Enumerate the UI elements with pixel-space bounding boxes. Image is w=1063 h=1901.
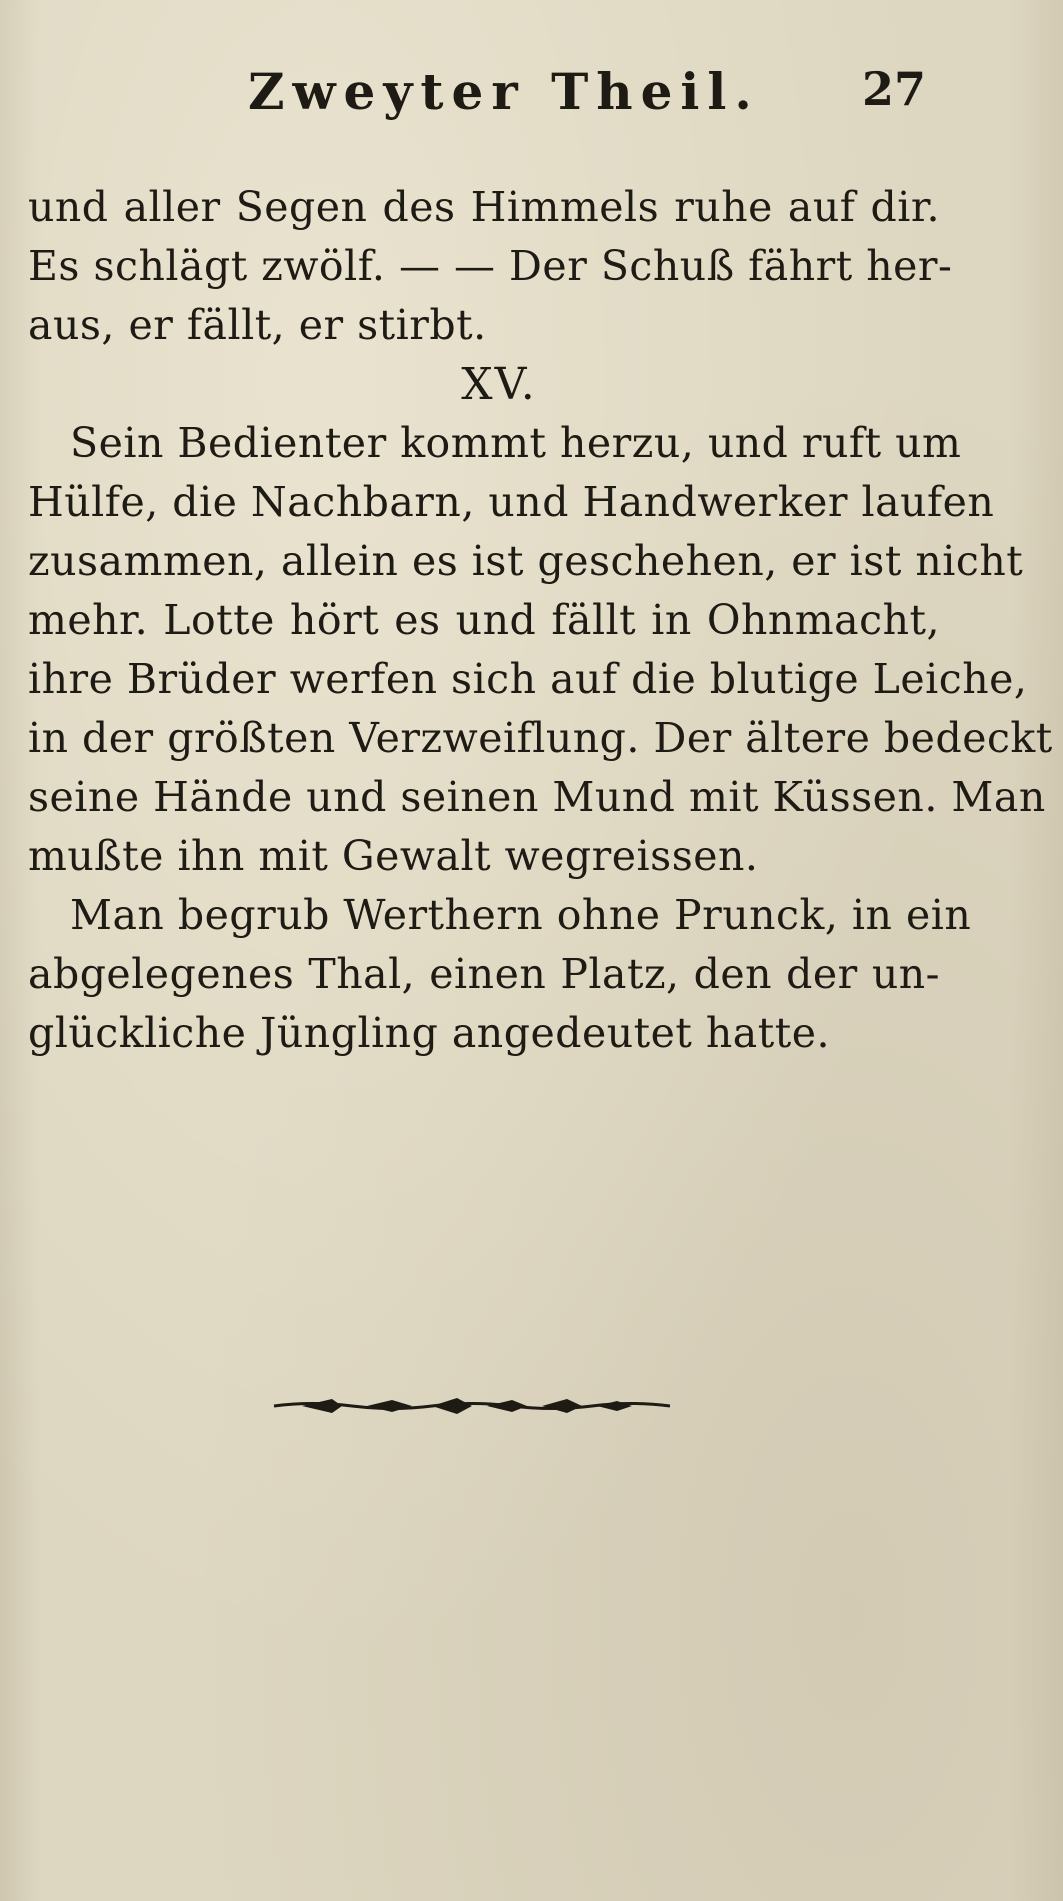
text-line: aus, er fällt, er stirbt.	[28, 301, 487, 349]
text-line: abgelegenes Thal, einen Platz, den der un-	[28, 950, 940, 998]
text-line: und aller Segen des Himmels ruhe auf dir.	[28, 183, 940, 231]
running-head: Zweyter Theil.	[248, 62, 760, 121]
text-line: mehr. Lotte hört es und fällt in Ohnmacht,	[28, 596, 940, 644]
page-number: 27	[862, 62, 927, 116]
text-line: Sein Bedienter kommt herzu, und ruft um	[70, 419, 962, 467]
text-line: zusammen, allein es ist geschehen, er ist nicht	[28, 537, 1024, 585]
text-line: Man begrub Werthern ohne Prunck, in ein	[70, 891, 972, 939]
tailpiece-ornament-icon	[272, 1395, 672, 1417]
section-heading: XV.	[461, 359, 537, 410]
text-line: seine Hände und seinen Mund mit Küssen. Man	[28, 773, 1046, 821]
text-line: ihre Brüder werfen sich auf die blutige Leiche,	[28, 655, 1028, 703]
text-line: Es schlägt zwölf. — — Der Schuß fährt her-	[28, 242, 953, 290]
text-line: Hülfe, die Nachbarn, und Handwerker laufen	[28, 478, 995, 526]
text-line: mußte ihn mit Gewalt wegreissen.	[28, 832, 759, 880]
body-text	[28, 178, 1053, 1063]
text-line: glückliche Jüngling angedeutet hatte.	[28, 1009, 830, 1057]
text-line: in der größten Verzweiflung. Der ältere bedeckt	[28, 714, 1053, 762]
